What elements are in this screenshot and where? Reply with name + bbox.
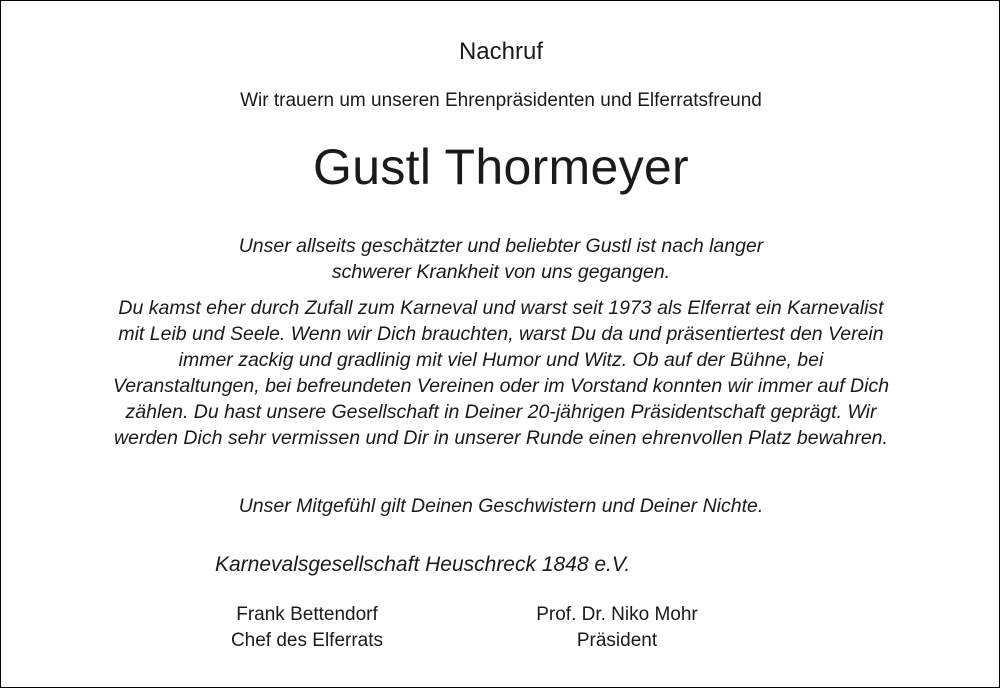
body-line: werden Dich sehr vermissen und Dir in unserer Runde einen ehrenvollen Platz bewahren. [114, 427, 888, 449]
lead-line: schwerer Krankheit von uns gegangen. [331, 261, 671, 283]
signatory-name: Prof. Dr. Niko Mohr [536, 604, 698, 625]
body-line: Du kamst eher durch Zufall zum Karneval und warst seit 1973 als Elferrat ein Karnevalist [118, 297, 884, 319]
signatory-role: Chef des Elferrats [230, 630, 384, 651]
body-line: immer zackig und gradlinig mit viel Humor und Witz. Ob auf der Bühne, bei [178, 349, 824, 371]
body-paragraph [31, 295, 971, 451]
notice-heading: Nachruf [458, 38, 544, 65]
lead-paragraph [1, 233, 1000, 285]
lead-line: Unser allseits geschätzter und beliebter Gustl ist nach langer [238, 235, 764, 257]
body-line: mit Leib und Seele. Wenn wir Dich brauchten, warst Du da und präsentiertest den Verein [118, 323, 884, 345]
signatory-right [467, 602, 767, 654]
signatory-role: Präsident [576, 630, 658, 651]
signatory-name: Frank Bettendorf [236, 604, 378, 625]
society-name: Karnevalsgesellschaft Heuschreck 1848 e.V. [215, 553, 631, 576]
deceased-name: Gustl Thormeyer [313, 139, 689, 195]
body-line: Veranstaltungen, bei befreundeten Vereinen oder im Vorstand konnten wir immer auf Dich [112, 375, 890, 397]
signatory-left [157, 602, 457, 654]
sympathy-line: Unser Mitgefühl gilt Deinen Geschwistern und Deiner Nichte. [238, 495, 764, 517]
body-line: zählen. Du hast unsere Gesellschaft in Deiner 20-jährigen Präsidentschaft geprägt. Wir [125, 401, 877, 423]
notice-subheading: Wir trauern um unseren Ehrenpräsidenten und Elferratsfreund [240, 90, 762, 111]
